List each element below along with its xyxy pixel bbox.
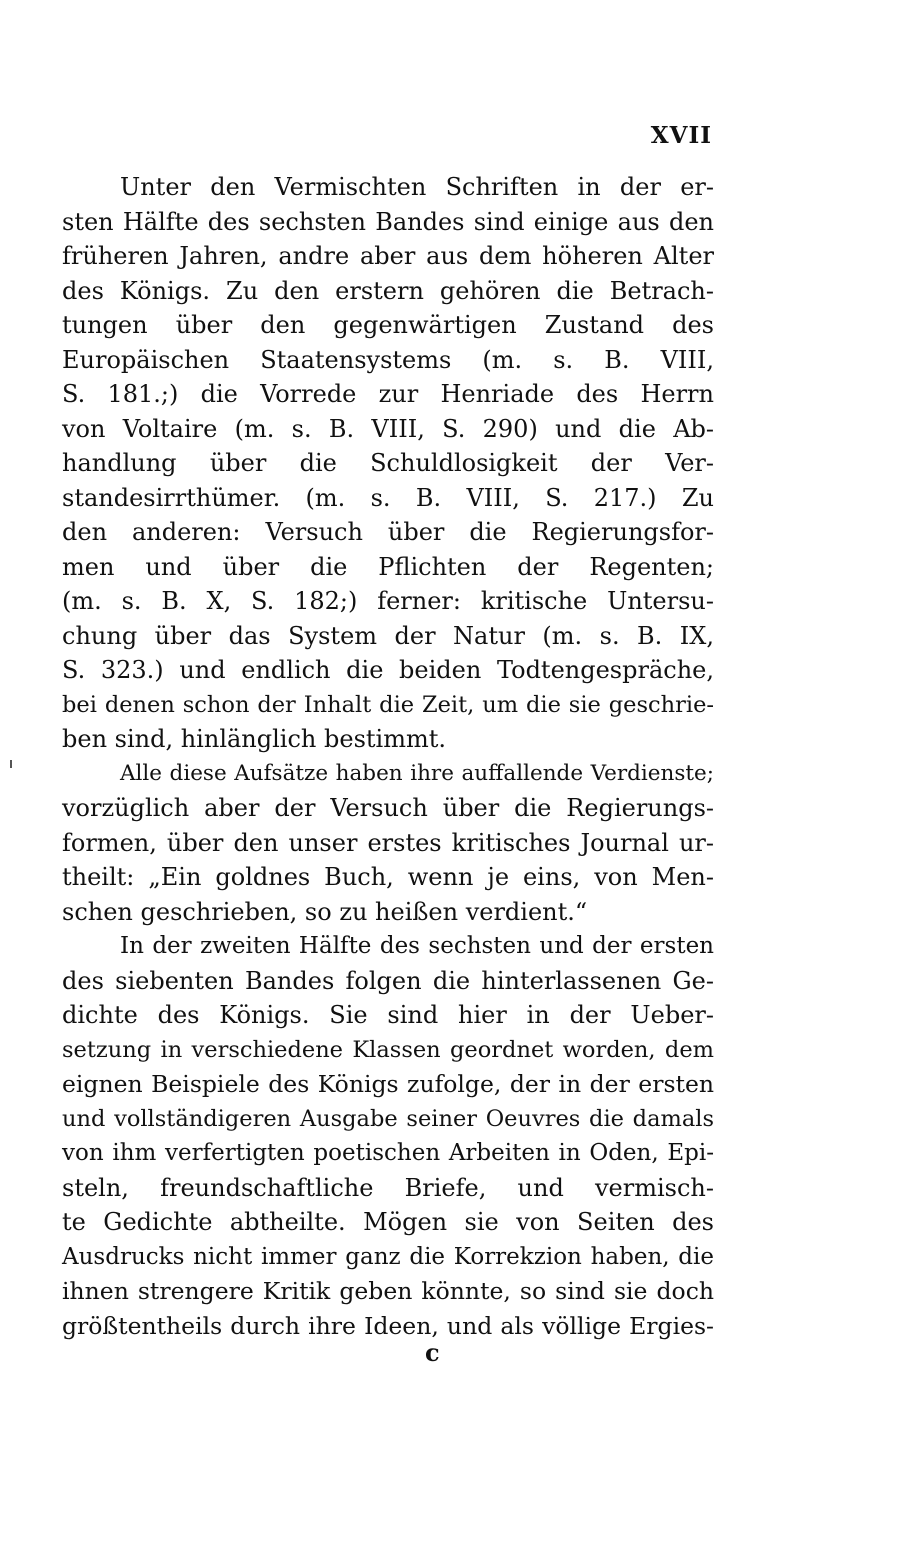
text-line: Ausdrucks nicht immer ganz die Korrekzion haben, die	[62, 1243, 714, 1270]
paragraph	[62, 929, 714, 1343]
text-line: eignen Beispiele des Königs zufolge, der in der ersten	[62, 1070, 714, 1098]
text-line: des Königs. Zu den erstern gehören die Betrach-	[62, 276, 714, 305]
text-line: und vollständigeren Ausgabe seiner Oeuvres die damals	[62, 1105, 714, 1132]
text-line: Unter den Vermischten Schriften in der er-	[120, 173, 714, 201]
text-line: formen, über den unser erstes kritisches Journal ur-	[62, 828, 714, 857]
body-text	[62, 170, 714, 1343]
text-line: früheren Jahren, andre aber aus dem höheren Alter	[62, 242, 714, 270]
text-line: setzung in verschiedene Klassen geordnet worden, dem	[62, 1036, 714, 1063]
text-line: standesirrthümer. (m. s. B. VIII, S. 217.) Zu	[62, 483, 714, 512]
text-line: den anderen: Versuch über die Regierungsfor-	[62, 518, 714, 546]
text-line: dichte des Königs. Sie sind hier in der Ueber-	[62, 1001, 714, 1029]
paragraph	[62, 757, 714, 930]
text-line: sten Hälfte des sechsten Bandes sind einige aus den	[62, 207, 714, 236]
text-line: steln, freundschaftliche Briefe, und vermisch-	[62, 1173, 714, 1202]
text-line: In der zweiten Hälfte des sechsten und der ersten	[120, 933, 714, 959]
text-line: vorzüglich aber der Versuch über die Regierungs-	[62, 794, 714, 822]
text-line: Europäischen Staatensystems (m. s. B. VIII,	[62, 345, 714, 374]
text-line: ihnen strengere Kritik geben könnte, so sind sie doch	[62, 1277, 714, 1305]
signature-mark: c	[425, 1338, 440, 1367]
text-line: te Gedichte abtheilte. Mögen sie von Seiten des	[62, 1208, 714, 1236]
text-line: bei denen schon der Inhalt die Zeit, um die sie geschrie-	[62, 691, 714, 718]
margin-mark	[10, 760, 12, 768]
page-number: XVII	[650, 122, 712, 149]
text-line: theilt: „Ein goldnes Buch, wenn je eins, von Men-	[62, 863, 714, 891]
text-line: chung über das System der Natur (m. s. B. IX,	[62, 621, 714, 650]
paragraph	[62, 170, 714, 757]
text-line: handlung über die Schuldlosigkeit der Ver-	[62, 449, 714, 477]
text-line: Alle diese Aufsätze haben ihre auffallende Verdienste;	[120, 760, 714, 786]
text-line: von ihm verfertigten poetischen Arbeiten in Oden, Epi-	[62, 1140, 714, 1166]
text-line: von Voltaire (m. s. B. VIII, S. 290) und die Ab-	[62, 414, 714, 443]
text-line: S. 181.;) die Vorrede zur Henriade des Herrn	[62, 380, 714, 408]
text-line: men und über die Pflichten der Regenten;	[62, 552, 714, 581]
text-line: S. 323.) und endlich die beiden Todtengespräche,	[62, 656, 714, 684]
text-line: ben sind, hinlänglich bestimmt.	[62, 725, 446, 753]
text-line: (m. s. B. X, S. 182;) ferner: kritische Untersu-	[62, 587, 714, 615]
text-line: schen geschrieben, so zu heißen verdient.“	[62, 897, 588, 926]
text-line: des siebenten Bandes folgen die hinterlassenen Ge-	[62, 966, 714, 995]
text-line: größtentheils durch ihre Ideen, und als völlige Ergies-	[62, 1311, 714, 1340]
text-line: tungen über den gegenwärtigen Zustand des	[62, 311, 714, 339]
